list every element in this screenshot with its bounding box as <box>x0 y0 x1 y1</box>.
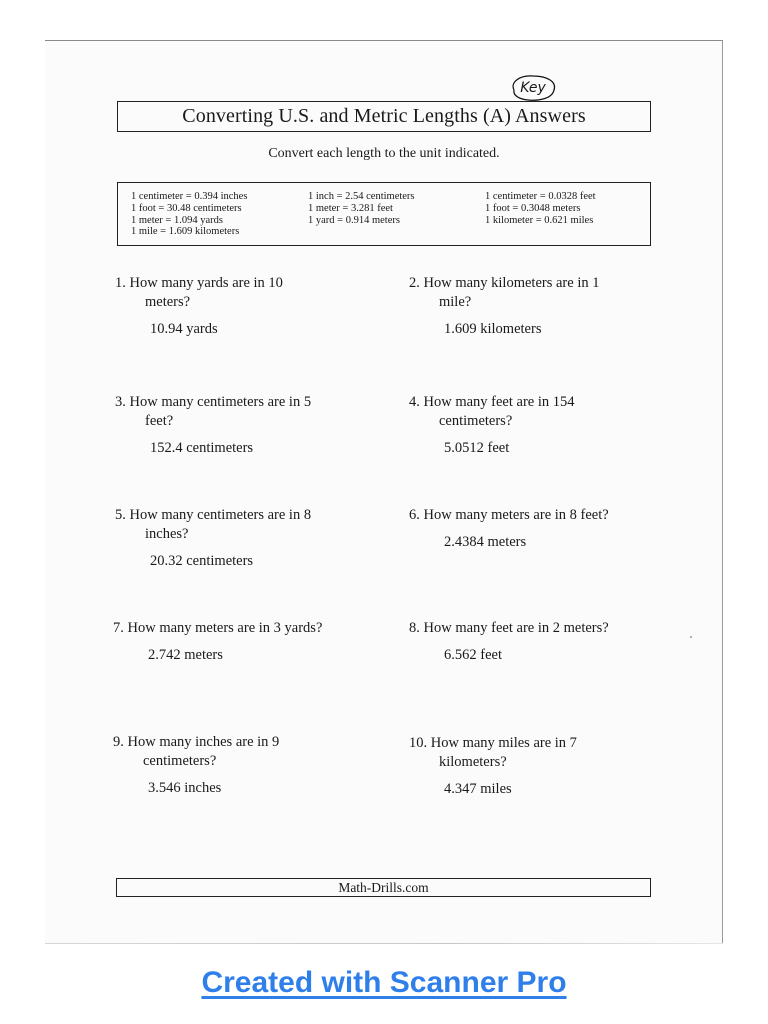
problem-8 <box>409 619 659 665</box>
page-edge <box>45 943 723 944</box>
problem-3 <box>115 393 365 458</box>
title-box <box>117 101 651 132</box>
conversion-line: 1 meter = 3.281 feet <box>308 202 393 214</box>
question-text: 7. How many meters are in 3 yards? <box>113 620 323 636</box>
key-handwritten-mark <box>508 72 558 104</box>
answer: 3.546 inches <box>148 780 222 796</box>
footer-text: Math-Drills.com <box>338 879 429 895</box>
question-text: 9. How many inches are in 9 <box>113 734 280 750</box>
problem-4 <box>409 393 659 458</box>
answer: 4.347 miles <box>444 781 512 797</box>
conversion-line: 1 yard = 0.914 meters <box>308 214 400 226</box>
conversion-line: 1 centimeter = 0.394 inches <box>131 191 248 202</box>
answer: 20.32 centimeters <box>150 553 254 569</box>
question-text-continued: centimeters? <box>439 413 513 429</box>
conversion-line: 1 meter = 1.094 yards <box>131 214 223 226</box>
answer: 5.0512 feet <box>444 440 510 456</box>
question-text: 3. How many centimeters are in 5 <box>115 394 312 410</box>
problem-6 <box>409 506 659 552</box>
answer: 10.94 yards <box>150 321 218 337</box>
scanner-pro-link[interactable]: Created with Scanner Pro <box>201 966 567 999</box>
conversion-line: 1 foot = 0.3048 meters <box>485 202 581 214</box>
conversion-column-1 <box>131 191 247 238</box>
question-text: 1. How many yards are in 10 <box>115 275 283 291</box>
scan-speck <box>690 636 692 638</box>
answer: 2.4384 meters <box>444 534 527 550</box>
question-text-continued: kilometers? <box>439 754 507 770</box>
problem-7 <box>113 619 363 665</box>
conversion-line: 1 kilometer = 0.621 miles <box>485 214 594 226</box>
instructions: Convert each length to the unit indicated. <box>268 146 500 161</box>
question-text: 6. How many meters are in 8 feet? <box>409 507 609 523</box>
question-text-continued: centimeters? <box>143 753 217 769</box>
question-text-continued: mile? <box>439 294 472 310</box>
conversion-line: 1 centimeter = 0.0328 feet <box>485 191 596 202</box>
question-text-continued: inches? <box>145 526 189 542</box>
conversion-column-2 <box>308 191 415 226</box>
question-text: 5. How many centimeters are in 8 <box>115 507 312 523</box>
problem-2 <box>409 274 659 339</box>
answer: 152.4 centimeters <box>150 440 254 456</box>
question-text-continued: meters? <box>145 294 191 310</box>
answer: 6.562 feet <box>444 647 502 663</box>
question-text: 4. How many feet are in 154 <box>409 394 575 410</box>
conversion-line: 1 inch = 2.54 centimeters <box>308 191 415 202</box>
key-mark-text: Key <box>520 80 546 96</box>
conversion-line: 1 foot = 30.48 centimeters <box>131 202 242 214</box>
conversion-table <box>117 182 651 246</box>
question-text: 10. How many miles are in 7 <box>409 735 577 751</box>
answer: 1.609 kilometers <box>444 321 542 337</box>
problem-1 <box>115 274 365 339</box>
problem-9 <box>113 733 363 798</box>
scanned-page <box>45 40 723 944</box>
question-text: 2. How many kilometers are in 1 <box>409 275 600 291</box>
problem-10 <box>409 734 659 799</box>
conversion-column-3 <box>485 191 596 226</box>
question-text: 8. How many feet are in 2 meters? <box>409 620 609 636</box>
page-title: Converting U.S. and Metric Lengths (A) Answers <box>182 105 586 127</box>
problem-5 <box>115 506 365 571</box>
question-text-continued: feet? <box>145 413 174 429</box>
answer: 2.742 meters <box>148 647 223 663</box>
conversion-line: 1 mile = 1.609 kilometers <box>131 226 240 238</box>
footer-box <box>116 878 651 897</box>
